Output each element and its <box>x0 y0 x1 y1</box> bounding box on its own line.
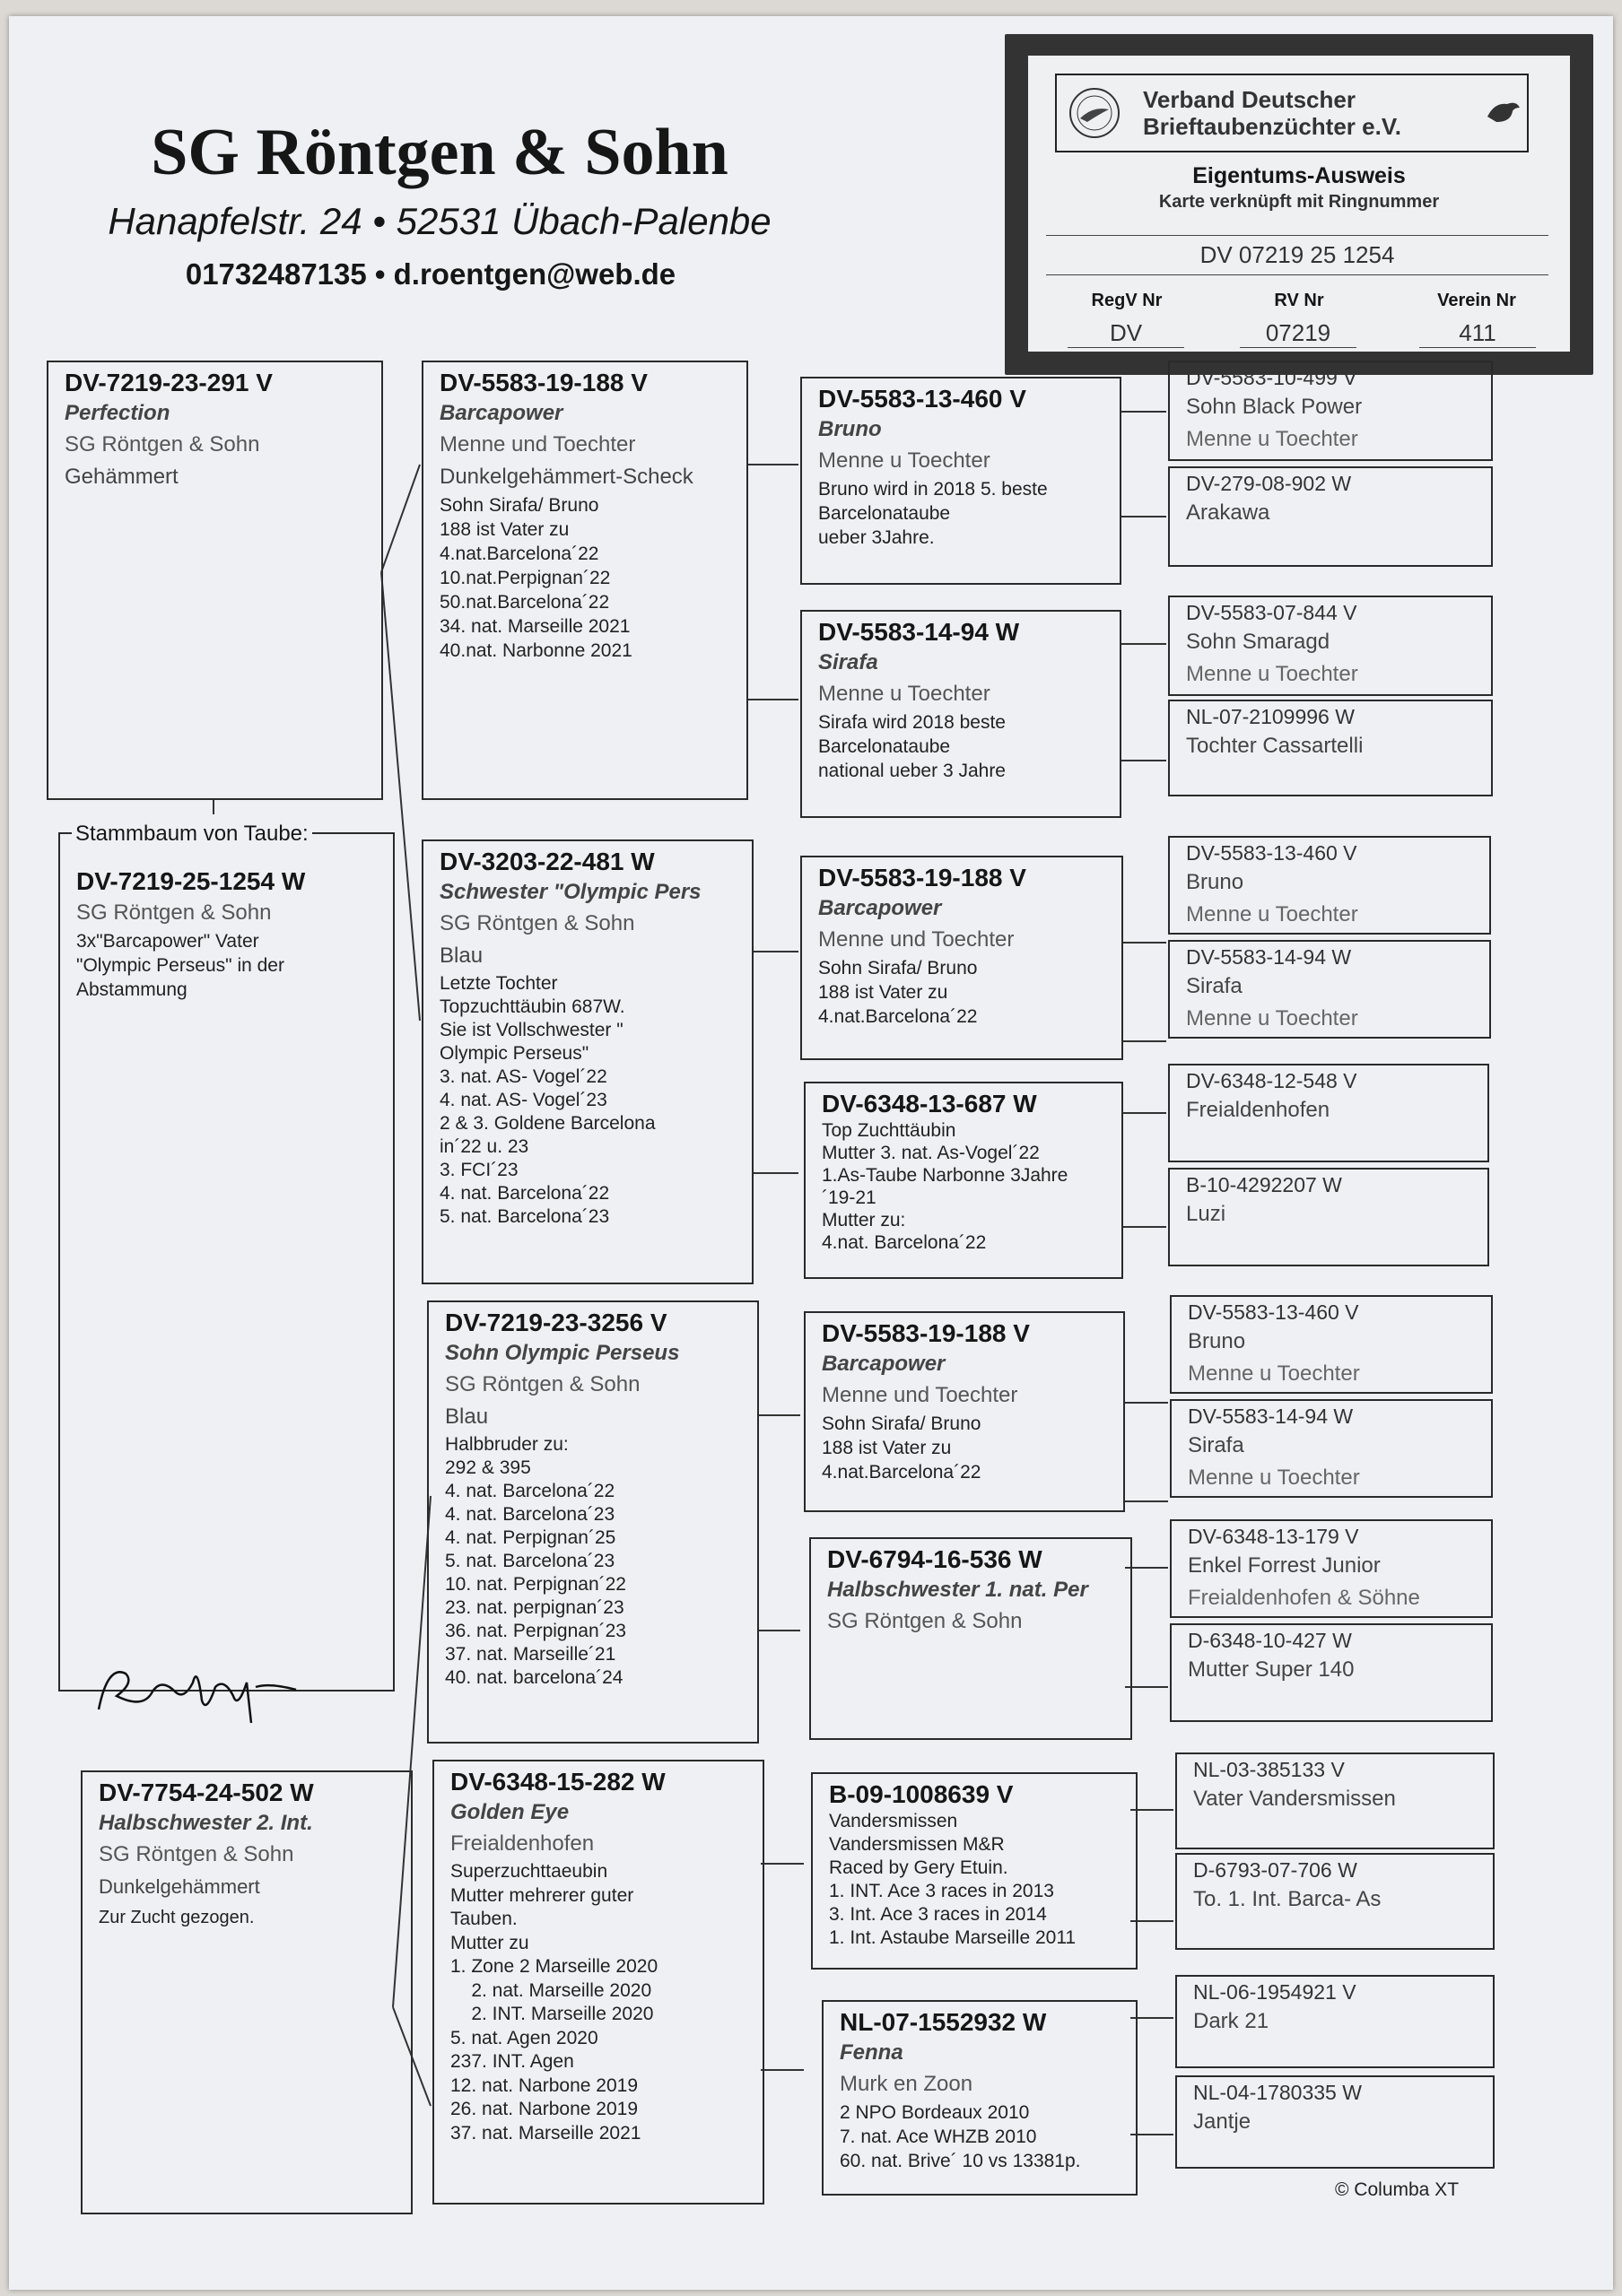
ancestor-owner: Menne u Toechter <box>1186 427 1358 451</box>
ancestor-owner: Freialdenhofen & Söhne <box>1188 1586 1420 1610</box>
ancestor-note-line: 50.nat.Barcelona´22 <box>440 592 610 613</box>
ancestor-note-line: 4.nat.Barcelona´22 <box>818 1006 978 1027</box>
ancestor-card <box>422 839 754 1284</box>
ancestor-name: Bruno <box>1188 1329 1246 1353</box>
rv-value: 07219 <box>1240 319 1356 348</box>
ancestor-card <box>800 610 1121 818</box>
dam-color: Dunkelgehämmert <box>99 1875 260 1898</box>
ancestor-name: Fenna <box>840 2040 903 2065</box>
ancestor-note-line: 60. nat. Brive´ 10 vs 13381p. <box>840 2151 1081 2171</box>
sire-name: Perfection <box>65 401 170 425</box>
verein-label: Verein Nr <box>1437 291 1516 310</box>
ancestor-card <box>432 1760 764 2205</box>
sire-owner: SG Röntgen & Sohn <box>65 432 260 457</box>
ancestor-note-line: ´19-21 <box>822 1187 876 1208</box>
ancestor-note-line: 37. nat. Marseille´21 <box>445 1644 616 1665</box>
ancestor-note-line: 1. Zone 2 Marseille 2020 <box>450 1956 658 1977</box>
ancestor-ring: DV-5583-19-188 V <box>822 1319 1030 1347</box>
ancestor-note-line: 4.nat.Barcelona´22 <box>440 544 599 564</box>
ancestor-ring: B-09-1008639 V <box>829 1780 1014 1808</box>
ancestor-ring: DV-5583-07-844 V <box>1186 601 1357 624</box>
ancestor-note-line: 4. nat. Barcelona´22 <box>445 1481 615 1501</box>
card-subtitle: Karte verknüpft mit Ringnummer <box>1158 192 1440 212</box>
ancestor-ring: DV-5583-13-460 V <box>1188 1300 1359 1324</box>
ancestor-owner: Menne u Toechter <box>1188 1465 1360 1490</box>
regv-value: DV <box>1068 319 1184 348</box>
subject-note-line: Abstammung <box>76 979 187 1000</box>
ancestor-ring: DV-5583-14-94 W <box>1188 1405 1354 1428</box>
ancestor-note-line: 1.As-Taube Narbonne 3Jahre <box>822 1165 1068 1186</box>
ancestor-note-line: 36. nat. Perpignan´23 <box>445 1621 626 1641</box>
ancestor-ring: NL-07-2109996 W <box>1186 705 1355 728</box>
rv-label: RV Nr <box>1274 291 1324 310</box>
sire-color: Gehämmert <box>65 465 179 489</box>
ancestor-name: Luzi <box>1186 1202 1226 1226</box>
ancestor-note-line: Mutter zu: <box>822 1210 906 1231</box>
ancestor-note-line: Top Zuchttäubin <box>822 1120 956 1141</box>
ancestor-ring: DV-6348-15-282 W <box>450 1768 666 1796</box>
copyright-text: © Columba XT <box>1335 2179 1460 2200</box>
ancestor-owner: Menne u Toechter <box>1186 902 1358 926</box>
ancestor-card <box>1168 1064 1489 1162</box>
ancestor-card <box>1175 1975 1495 2068</box>
ancestor-note-line: 292 & 395 <box>445 1457 531 1478</box>
ancestor-card <box>1170 1399 1493 1498</box>
ancestor-note-line: Vandersmissen M&R <box>829 1834 1005 1855</box>
ancestor-name: Halbschwester 1. nat. Per <box>827 1578 1088 1602</box>
ancestor-card <box>800 377 1121 585</box>
ancestor-note-line: 7. nat. Ace WHZB 2010 <box>840 2126 1037 2147</box>
ancestor-note-line: 1. INT. Ace 3 races in 2013 <box>829 1881 1054 1901</box>
ancestor-color: Blau <box>440 944 484 968</box>
ancestor-card <box>811 1772 1138 1970</box>
ancestor-ring: DV-279-08-902 W <box>1186 472 1352 495</box>
ancestor-card <box>804 1311 1125 1512</box>
ancestor-name: Tochter Cassartelli <box>1186 734 1364 758</box>
ancestor-ring: D-6793-07-706 W <box>1193 1858 1357 1882</box>
ancestor-card <box>1168 466 1493 567</box>
pedigree-sheet <box>9 16 1613 2290</box>
ancestor-ring: DV-5583-13-460 V <box>1186 841 1357 865</box>
ancestor-note-line: 4. nat. Perpignan´25 <box>445 1527 616 1548</box>
ancestor-card <box>809 1537 1132 1740</box>
verein-value: 411 <box>1419 319 1536 348</box>
dam-note-line: Zur Zucht gezogen. <box>99 1908 255 1927</box>
ancestor-name: Golden Eye <box>450 1800 570 1824</box>
ancestor-note-line: 1. Int. Astaube Marseille 2011 <box>829 1927 1077 1948</box>
ancestor-note-line: Sohn Sirafa/ Bruno <box>818 958 978 978</box>
ancestor-card <box>1170 1623 1493 1722</box>
ancestor-card <box>1170 1295 1493 1394</box>
signature-icon <box>90 1647 305 1727</box>
ancestor-note-line: Sohn Sirafa/ Bruno <box>822 1413 981 1434</box>
ancestor-name: Barcapower <box>440 401 563 425</box>
ancestor-owner: Menne u Toechter <box>818 448 990 473</box>
ancestor-card <box>800 856 1123 1060</box>
ancestor-card <box>1170 1519 1493 1618</box>
ancestor-note-line: national ueber 3 Jahre <box>818 761 1006 781</box>
ancestor-name: Sohn Olympic Perseus <box>445 1341 680 1365</box>
ancestor-note-line: 3. FCI´23 <box>440 1160 519 1180</box>
ancestor-ring: DV-3203-22-481 W <box>440 848 655 875</box>
ancestor-note-line: 4. nat. AS- Vogel´23 <box>440 1090 607 1110</box>
ancestor-note-line: 10.nat.Perpignan´22 <box>440 568 611 588</box>
breeder-name: SG Röntgen & Sohn <box>151 116 728 189</box>
ancestor-owner: Menne und Toechter <box>818 927 1015 952</box>
dam-name: Halbschwester 2. Int. <box>99 1811 313 1835</box>
ancestor-ring: NL-03-385133 V <box>1193 1758 1345 1781</box>
ancestor-note-line: 2 NPO Bordeaux 2010 <box>840 2102 1030 2123</box>
ancestor-name: Sirafa <box>818 650 878 674</box>
ancestor-note-line: Sie ist Vollschwester " <box>440 1020 624 1040</box>
ancestor-ring: DV-5583-14-94 W <box>1186 945 1352 969</box>
dam-card <box>81 1770 413 2214</box>
ancestor-name: Bruno <box>1186 870 1244 894</box>
ancestor-name: Schwester "Olympic Pers <box>440 880 702 904</box>
ancestor-note-line: Mutter mehrerer guter <box>450 1884 634 1906</box>
ancestor-note-line: 5. nat. Agen 2020 <box>450 2027 598 2048</box>
ancestor-note-line: 4. nat. Barcelona´23 <box>445 1504 615 1525</box>
ancestor-note-line: Letzte Tochter <box>440 973 558 994</box>
ancestor-name: Arakawa <box>1186 500 1270 525</box>
ancestor-card <box>427 1300 759 1744</box>
ancestor-owner: SG Röntgen & Sohn <box>440 911 635 935</box>
ancestor-note-line: 4.nat.Barcelona´22 <box>822 1462 981 1483</box>
ancestor-note-line: 188 ist Vater zu <box>822 1438 952 1458</box>
ancestor-ring: DV-6348-12-548 V <box>1186 1069 1357 1092</box>
ancestor-name: Barcapower <box>818 896 942 920</box>
dam-ring: DV-7754-24-502 W <box>99 1779 314 1806</box>
ancestor-color: Blau <box>445 1405 489 1429</box>
stammbaum-label: Stammbaum von Taube: <box>72 822 312 847</box>
subject-ring: DV-7219-25-1254 W <box>76 867 306 895</box>
ancestor-name: Enkel Forrest Junior <box>1188 1553 1381 1578</box>
ancestor-card <box>1175 1752 1495 1849</box>
ancestor-card <box>1168 361 1493 461</box>
ancestor-name: Mutter Super 140 <box>1188 1657 1355 1682</box>
ancestor-owner: Menne u Toechter <box>1188 1361 1360 1386</box>
ancestor-note-line: 2 & 3. Goldene Barcelona <box>440 1113 656 1134</box>
subject-note-line: "Olympic Perseus" in der <box>76 955 284 976</box>
ancestor-card <box>1168 1168 1489 1266</box>
ancestor-note-line: 10. nat. Perpignan´22 <box>445 1574 626 1595</box>
ancestor-name: Barcapower <box>822 1352 946 1376</box>
ancestor-note-line: Olympic Perseus" <box>440 1043 589 1064</box>
subject-card <box>58 832 395 1692</box>
ancestor-note-line: 3. nat. AS- Vogel´22 <box>440 1066 607 1087</box>
ancestor-name: Jantje <box>1193 2109 1251 2134</box>
ancestor-note-line: 34. nat. Marseille 2021 <box>440 616 631 637</box>
ancestor-owner: Menne und Toechter <box>822 1383 1018 1407</box>
ancestor-note-line: 23. nat. perpignan´23 <box>445 1597 624 1618</box>
ancestor-ring: NL-06-1954921 V <box>1193 1980 1356 2004</box>
ancestor-note-line: 40. nat. barcelona´24 <box>445 1667 624 1688</box>
breeder-contact: 01732487135 • d.roentgen@web.de <box>185 257 676 291</box>
breeder-address: Hanapfelstr. 24 • 52531 Übach-Palenbe <box>108 200 772 242</box>
ancestor-note-line: Tauben. <box>450 1909 518 1929</box>
ancestor-name: Dark 21 <box>1193 2009 1269 2033</box>
ancestor-note-line: 2. INT. Marseille 2020 <box>450 2004 654 2024</box>
ancestor-name: Sohn Smaragd <box>1186 630 1330 654</box>
regv-label: RegV Nr <box>1091 291 1163 310</box>
ancestor-note-line: 5. nat. Barcelona´23 <box>440 1206 610 1227</box>
ancestor-owner: Menne u Toechter <box>818 682 990 706</box>
ancestor-ring: DV-5583-13-460 V <box>818 385 1026 413</box>
ancestor-name: Sirafa <box>1188 1433 1244 1457</box>
ancestor-owner: Murk en Zoon <box>840 2072 973 2096</box>
subject-owner: SG Röntgen & Sohn <box>76 900 272 925</box>
sire-ring: DV-7219-23-291 V <box>65 369 273 396</box>
ancestor-name: Sohn Black Power <box>1186 395 1363 419</box>
ancestor-note-line: Bruno wird in 2018 5. beste <box>818 479 1048 500</box>
ancestor-card <box>1168 596 1493 696</box>
ancestor-card <box>822 2000 1138 2196</box>
ancestor-note-line: 37. nat. Marseille 2021 <box>450 2122 641 2144</box>
subject-note-line: 3x"Barcapower" Vater <box>76 931 259 952</box>
ancestor-note-line: 3. Int. Ace 3 races in 2014 <box>829 1904 1047 1925</box>
ancestor-note-line: Barcelonataube <box>818 503 951 524</box>
ancestor-card <box>422 361 748 800</box>
dam-owner: SG Röntgen & Sohn <box>99 1842 294 1866</box>
ancestor-name: Vater Vandersmissen <box>1193 1787 1396 1811</box>
ancestor-owner: Menne und Toechter <box>440 432 636 457</box>
ancestor-ring: DV-6348-13-687 W <box>822 1090 1037 1118</box>
ancestor-note-line: Mutter zu <box>450 1932 529 1953</box>
ancestor-note-line: in´22 u. 23 <box>440 1136 529 1157</box>
ancestor-note-line: 237. INT. Agen <box>450 2051 574 2072</box>
ancestor-note-line: Mutter 3. nat. As-Vogel´22 <box>822 1143 1040 1163</box>
ancestor-ring: DV-6348-13-179 V <box>1188 1525 1359 1548</box>
ancestor-note-line: Vandersmissen <box>829 1811 958 1831</box>
ancestor-card <box>804 1082 1123 1279</box>
ancestor-note-line: 188 ist Vater zu <box>818 982 948 1003</box>
ancestor-name: Freialdenhofen <box>1186 1098 1330 1122</box>
ancestor-card <box>1168 940 1491 1039</box>
ancestor-note-line: Sohn Sirafa/ Bruno <box>440 495 599 516</box>
ancestor-ring: B-10-4292207 W <box>1186 1173 1342 1196</box>
sire-card <box>47 361 383 800</box>
ancestor-ring: NL-07-1552932 W <box>840 2008 1047 2036</box>
ancestor-note-line: 12. nat. Narbone 2019 <box>450 2074 638 2096</box>
ancestor-note-line: 4. nat. Barcelona´22 <box>440 1183 610 1204</box>
ancestor-ring: DV-7219-23-3256 V <box>445 1309 667 1336</box>
ancestor-ring: DV-5583-10-499 V <box>1186 366 1357 389</box>
ancestor-owner: Menne u Toechter <box>1186 662 1358 686</box>
ancestor-name: Bruno <box>818 417 882 441</box>
ancestor-note-line: Raced by Gery Etuin. <box>829 1857 1008 1878</box>
ancestor-note-line: 188 ist Vater zu <box>440 519 570 540</box>
ancestor-ring: DV-5583-14-94 W <box>818 618 1020 646</box>
ancestor-name: Sirafa <box>1186 974 1243 998</box>
ancestor-owner: Menne u Toechter <box>1186 1006 1358 1031</box>
ancestor-note-line: 2. nat. Marseille 2020 <box>450 1979 652 2001</box>
ancestor-note-line: 5. nat. Barcelona´23 <box>445 1551 615 1571</box>
card-ring-number: DV 07219 25 1254 <box>1046 235 1548 275</box>
ancestor-card <box>1175 1853 1495 1950</box>
ancestor-ring: NL-04-1780335 W <box>1193 2081 1362 2104</box>
ancestor-card <box>1168 836 1491 935</box>
ancestor-note-line: 40.nat. Narbonne 2021 <box>440 640 632 661</box>
ancestor-card <box>1168 700 1493 796</box>
card-title: Eigentums-Ausweis <box>1192 163 1406 188</box>
ancestor-color: Dunkelgehämmert-Scheck <box>440 465 693 489</box>
ancestor-owner: SG Röntgen & Sohn <box>827 1609 1023 1633</box>
ancestor-note-line: Halbbruder zu: <box>445 1434 569 1455</box>
ancestor-note-line: Sirafa wird 2018 beste <box>818 712 1006 733</box>
ancestor-ring: D-6348-10-427 W <box>1188 1629 1352 1652</box>
ancestor-name: To. 1. Int. Barca- As <box>1193 1887 1382 1911</box>
ancestor-note-line: Superzuchttaeubin <box>450 1861 608 1882</box>
ancestor-note-line: Topzuchttäubin 687W. <box>440 996 625 1017</box>
ancestor-note-line: 26. nat. Narbone 2019 <box>450 2099 638 2119</box>
ancestor-ring: DV-5583-19-188 V <box>818 864 1026 891</box>
ancestor-ring: DV-6794-16-536 W <box>827 1545 1042 1573</box>
ancestor-owner: SG Röntgen & Sohn <box>445 1372 641 1396</box>
ancestor-note-line: 4.nat. Barcelona´22 <box>822 1232 987 1253</box>
ancestor-note-line: Barcelonataube <box>818 736 951 757</box>
ancestor-ring: DV-5583-19-188 V <box>440 369 648 396</box>
ancestor-card <box>1175 2075 1495 2169</box>
ancestor-owner: Freialdenhofen <box>450 1831 595 1856</box>
association-name: Verband Deutscher Brieftaubenzüchter e.V. <box>1143 86 1402 140</box>
ancestor-note-line: ueber 3Jahre. <box>818 527 935 548</box>
